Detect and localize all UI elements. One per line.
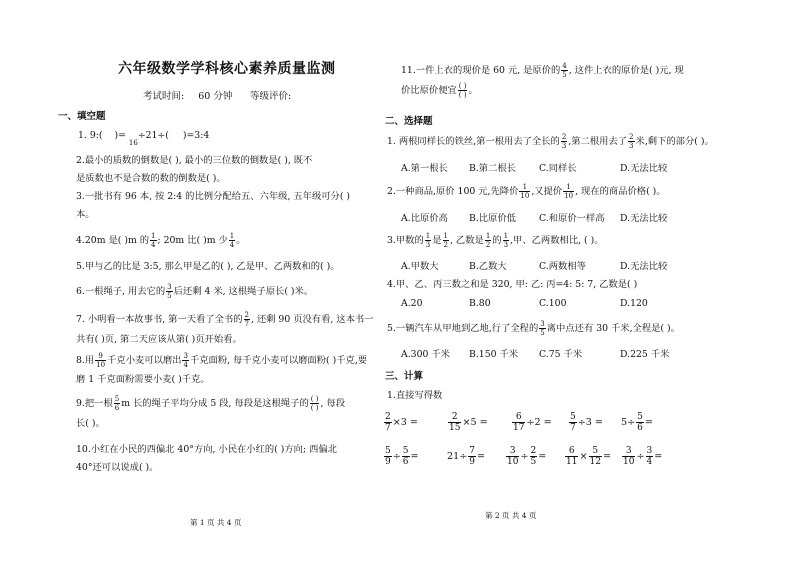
choice-1-option-a[interactable]: A.第一根长 [401, 163, 448, 174]
fraction: $\frac{1}{3}$ [425, 232, 431, 249]
fraction-blank: $\frac{( )}{( )}$ [310, 395, 319, 412]
exam-time-value: 60 分钟 [198, 91, 233, 102]
fraction: $\frac{5}{6}$ [114, 395, 120, 412]
grade-label: 等级评价: [250, 91, 292, 102]
choice-5-option-b[interactable]: B.150 千米 [469, 349, 519, 360]
choice-4-option-a[interactable]: A.20 [401, 298, 423, 309]
calc-1-5: 5÷ $\frac{5}{6}$ = [621, 412, 653, 433]
fraction: $\frac{2}{3}$ [561, 133, 567, 150]
fraction: $\frac{1}{4}$ [229, 232, 235, 249]
fraction: $\frac{1}{4}$ [151, 232, 156, 249]
fraction: $\frac{1}{3}$ [503, 232, 509, 249]
choice-1-option-c[interactable]: C.同样长 [539, 163, 577, 174]
calc-1-1: $\frac{2}{7}$ ×3 = [385, 412, 418, 433]
question-5: 5.甲与乙的比是 3:5, 那么甲是乙的( ), 乙是甲、乙两数和的( )。 [76, 261, 340, 272]
calc-1-2: $\frac{2}{15}$ ×5 = [449, 412, 488, 433]
question-6: 6.一根绳子, 用去它的 $\frac{3}{5}$ 后还剩 4 米, 这根绳子原长( )米。 [76, 283, 314, 300]
question-11: 11.一件上衣的现价是 60 元, 是原价的 $\frac{4}{5}$ , 这件上衣的原价是( )元, 现 价比原价便宜 $\frac{( )}{( )}$ 。 [401, 62, 684, 99]
fraction: $\frac{1}{10}$ [564, 183, 574, 200]
choice-3-option-d[interactable]: D.无法比较 [620, 261, 668, 272]
section-fill-blank-heading: 一、填空题 [58, 111, 106, 122]
question-10: 10.小红在小民的西偏北 40°方向, 小民在小红的( )方向; 西偏北 40°还可以说成( )。 [76, 444, 337, 473]
exam-time-label: 考试时间: [143, 91, 185, 102]
calc-2-1: $\frac{5}{9}$ ÷ $\frac{5}{6}$ = [385, 446, 419, 467]
choice-question-5: 5.一辆汽车从甲地到乙地,行了全程的 $\frac{3}{5}$ 离中点还有 30 千米,全程是( )。 [387, 320, 680, 337]
question-7: 7. 小明看一本故事书, 第一天看了全书的 $\frac{2}{7}$ , 还剩 90 页没有看, 这本书一 共有( )页, 第二天应该从第( )页开始看。 [76, 311, 374, 345]
choice-3-option-b[interactable]: B.乙数大 [469, 261, 507, 272]
calc-2-3: $\frac{3}{10}$ ÷ $\frac{2}{5}$ = [507, 446, 547, 467]
calc-2-4: $\frac{6}{11}$ × $\frac{5}{12}$ = [566, 446, 611, 467]
fraction: $\frac{1}{2}$ [443, 232, 449, 249]
choice-3-option-a[interactable]: A.甲数大 [401, 261, 439, 272]
calc-2-2: 21÷ $\frac{7}{9}$ = [447, 446, 486, 467]
choice-2-option-c[interactable]: C.和原价一样高 [539, 213, 605, 224]
section-calc-heading: 三、计算 [385, 371, 424, 382]
choice-question-3: 3.甲数的 $\frac{1}{3}$ 是 $\frac{1}{2}$ , 乙数是 $\frac{1}{2}$ 的 $\frac{1}{3}$ ,甲、乙两数相比, ( )。 [387, 232, 604, 249]
choice-5-option-d[interactable]: D.225 千米 [620, 349, 670, 360]
choice-question-1: 1. 两根同样长的铁丝,第一根用去了全长的 $\frac{2}{3}$ ,第二根用去了 $\frac{2}{3}$ 米,剩下的部分( )。 [387, 133, 714, 150]
sub-heading-direct-answer: 1.直接写得数 [387, 390, 443, 401]
section-choice-heading: 二、选择题 [385, 116, 433, 127]
calc-1-3: $\frac{6}{17}$ ÷2 = [513, 412, 552, 433]
choice-2-option-d[interactable]: D.无法比较 [620, 213, 668, 224]
exam-time [143, 88, 232, 102]
choice-question-2: 2.一种商品,原价 100 元,先降价 $\frac{1}{10}$ ,又提价 $\frac{1}{10}$ , 现在的商品价格( )。 [387, 183, 666, 200]
choice-3-option-c[interactable]: C.两数相等 [539, 261, 586, 272]
fraction: $\frac{2}{7}$ [244, 311, 249, 328]
choice-2-option-b[interactable]: B.比原价低 [469, 213, 516, 224]
choice-question-4: 4.甲、乙、丙三数之和是 320, 甲: 乙: 丙=4: 5: 7, 乙数是( ) [387, 279, 638, 290]
question-9: 9.把一根 $\frac{5}{6}$ m 长的绳子平均分成 5 段, 每段是这根绳子的 $\frac{( )}{( )}$ , 每段 长( )。 [76, 395, 345, 429]
choice-4-option-c[interactable]: C.100 [539, 298, 567, 309]
question-1: 1. 9:( )= 16÷21÷( )=3:4 [78, 129, 209, 143]
choice-1-option-d[interactable]: D.无法比较 [620, 163, 668, 174]
choice-2-option-a[interactable]: A.比原价高 [401, 213, 448, 224]
page-footer: 第 1 页 共 4 页 [190, 518, 242, 527]
fraction: $\frac{3}{4}$ [183, 352, 188, 369]
calc-2-5: $\frac{3}{10}$ ÷ $\frac{3}{4}$ = [623, 446, 663, 467]
question-4: 4.20m 是( )m 的 $\frac{1}{4}$ ; 20m 比( )m 少 $\frac{1}{4}$ 。 [76, 232, 246, 249]
exam-title: 六年级数学学科核心素养质量监测 [118, 61, 336, 77]
choice-4-option-d[interactable]: D.120 [620, 298, 648, 309]
fraction: $\frac{3}{5}$ [540, 320, 545, 337]
fraction: $\frac{1}{10}$ [520, 183, 530, 200]
choice-4-option-b[interactable]: B.80 [469, 298, 491, 309]
fraction: $\frac{1}{2}$ [485, 232, 491, 249]
fraction: $\frac{2}{3}$ [629, 133, 634, 150]
page-footer: 第 2 页 共 4 页 [485, 511, 537, 520]
question-8: 8.用 $\frac{9}{10}$ 千克小麦可以磨出 $\frac{3}{4}$ 千克面粉, 每千克小麦可以磨面粉( )千克,要 磨 1 千克面粉需要小麦( )千克。 [76, 352, 368, 385]
fraction: $\frac{4}{5}$ [562, 62, 567, 79]
choice-1-option-b[interactable]: B.第二根长 [469, 163, 516, 174]
fraction-blank: $\frac{( )}{( )}$ [458, 82, 467, 99]
calc-1-4: $\frac{5}{7}$ ÷3 = [570, 412, 603, 433]
q1-denominator: 16 [128, 139, 138, 147]
fraction: $\frac{3}{5}$ [167, 283, 172, 300]
page-2 [385, 0, 794, 561]
choice-5-option-c[interactable]: C.75 千米 [539, 349, 583, 360]
question-2: 2.最小的质数的倒数是( ), 最小的三位数的倒数是( ), 既不 是质数也不是合数的数的倒数是( )。 [76, 155, 313, 184]
choice-5-option-a[interactable]: A.300 千米 [401, 349, 450, 360]
question-3: 3.一批书有 96 本, 按 2:4 的比例分配给五、六年级, 五年级可分( ) 本。 [76, 191, 351, 220]
fraction: $\frac{9}{10}$ [96, 352, 106, 369]
